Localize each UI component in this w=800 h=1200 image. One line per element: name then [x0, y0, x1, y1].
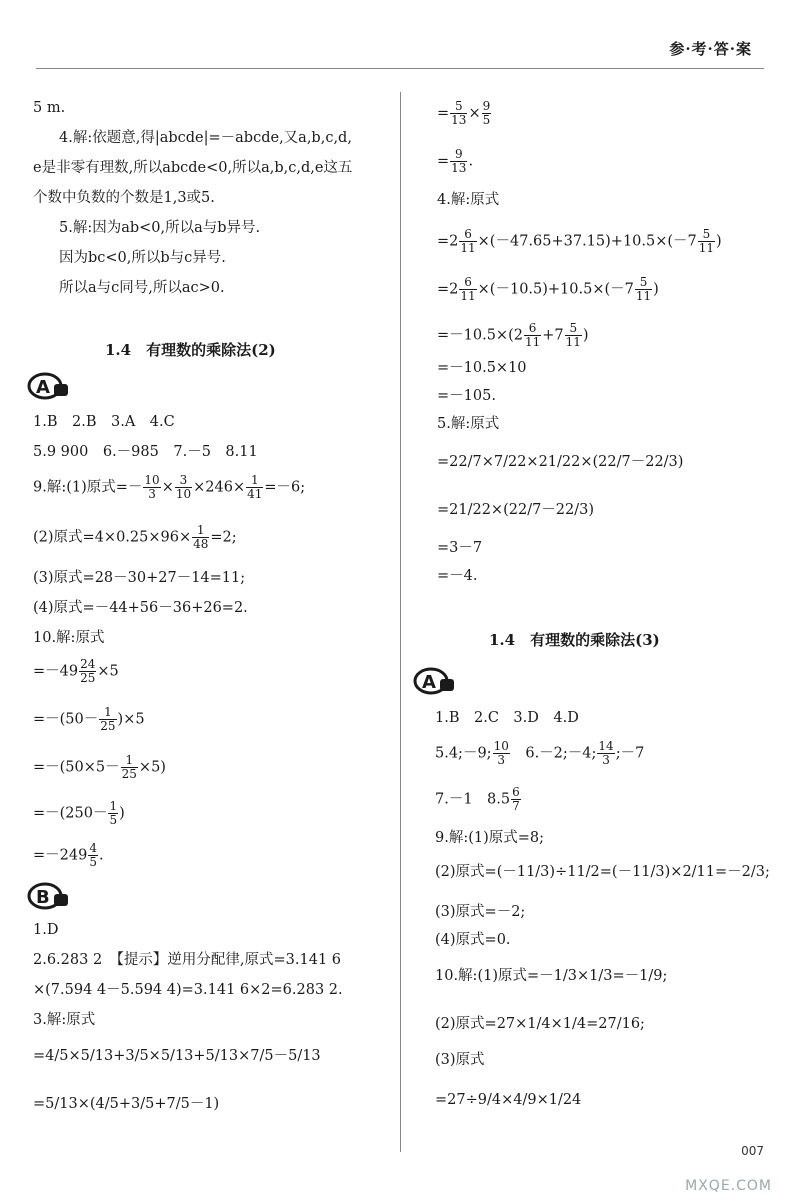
numerator: 5 [698, 228, 715, 242]
fraction [459, 276, 476, 303]
text: 5.4;－9; [435, 745, 492, 762]
text: (2)原式=4×0.25×96× [33, 529, 192, 546]
equation-line [435, 786, 522, 813]
equation-line [33, 842, 104, 869]
text: =－(50－ [33, 711, 99, 728]
numerator: 10 [144, 473, 160, 487]
answer-line: (4)原式=0. [435, 932, 511, 948]
numerator: 1 [121, 754, 138, 768]
fraction [246, 474, 263, 501]
denominator: 3 [602, 753, 610, 767]
denominator: 25 [80, 671, 96, 685]
answer-line: 5 m. [33, 100, 66, 116]
fraction [108, 800, 118, 827]
answer-line: 4.解:原式 [437, 192, 500, 208]
numerator: 6 [524, 322, 541, 336]
numerator: 3 [175, 474, 192, 488]
equation-line [33, 658, 119, 685]
equation-line [33, 706, 145, 733]
equation-line [435, 740, 644, 767]
answer-line: =－4. [437, 568, 478, 584]
equation-line: (2)原式=(－11/3)÷11/2=(－11/3)×2/11=－2/3; [435, 864, 770, 880]
text: =－(250－ [33, 805, 108, 822]
group-a-badge-icon [27, 370, 71, 400]
numerator: 1 [246, 474, 263, 488]
numerator: 5 [450, 100, 467, 114]
numerator: 5 [635, 276, 652, 290]
denominator: 11 [698, 241, 715, 255]
denominator: 11 [460, 289, 476, 303]
fraction [143, 474, 160, 501]
text: × [161, 479, 174, 496]
denominator: 7 [512, 799, 520, 813]
numerator: 6 [459, 228, 476, 242]
denominator: 11 [565, 335, 581, 349]
section-title: 1.4 有理数的乘除法(3) [489, 631, 660, 649]
fraction [565, 322, 582, 349]
answer-line: (3)原式=－2; [435, 904, 526, 920]
text: =－(50×5－ [33, 759, 120, 776]
page-number: 007 [741, 1144, 764, 1158]
fraction [450, 148, 467, 175]
answer-line: (4)原式=－44+56－36+26=2. [33, 600, 248, 616]
answer-line: 10.解:原式 [33, 630, 105, 646]
fraction [482, 100, 492, 127]
denominator: 11 [460, 241, 476, 255]
section-title: 1.4 有理数的乘除法(2) [105, 341, 276, 359]
fraction [450, 100, 467, 127]
answer-line: 3.解:原式 [33, 1012, 96, 1028]
text: =－10.5×(2 [437, 327, 523, 344]
answer-line: 2.6.283 2 【提示】逆用分配律,原式=3.141 6 [33, 952, 342, 968]
denominator: 48 [193, 537, 209, 551]
numerator: 24 [80, 657, 96, 671]
denominator: 41 [247, 487, 263, 501]
equation-line: =27÷9/4×4/9×1/24 [435, 1092, 582, 1108]
answer-line: =－105. [437, 388, 496, 404]
text: =－6; [264, 479, 306, 496]
fraction [79, 658, 96, 685]
fraction [175, 474, 192, 501]
numerator: 9 [482, 99, 491, 113]
text: ) [582, 327, 589, 344]
text: 6.－2;－4; [510, 745, 597, 762]
fraction [88, 842, 98, 869]
fraction [635, 276, 652, 303]
denominator: 3 [497, 753, 506, 767]
header-rule [36, 68, 764, 69]
equation-line: =5/13×(4/5+3/5+7/5－1) [33, 1096, 220, 1112]
answer-line: 所以a与c同号,所以ac>0. [59, 280, 225, 296]
equation-line [33, 754, 166, 781]
denominator: 3 [148, 487, 156, 501]
text: ) [119, 805, 125, 822]
text: . [468, 153, 474, 170]
fraction [99, 706, 116, 733]
equation-line: =22/7×7/22×21/22×(22/7－22/3) [437, 454, 684, 470]
text: +7 [542, 327, 564, 344]
text: ;－7 [615, 745, 645, 762]
numerator: 14 [598, 739, 614, 753]
text: ×(－47.65+37.15)+10.5×(－7 [477, 233, 697, 250]
numerator: 6 [459, 276, 476, 290]
equation-line [437, 100, 492, 127]
text: =2 [437, 281, 459, 298]
answer-line: =－10.5×10 [437, 360, 527, 376]
numerator: 4 [89, 841, 97, 855]
answer-line: e是非零有理数,所以abcde<0,所以a,b,c,d,e这五 [33, 160, 353, 176]
numerator: 9 [450, 148, 467, 162]
numerator: 1 [99, 706, 116, 720]
text: ) [653, 281, 659, 298]
answer-line: 5.解:因为ab<0,所以a与b异号. [59, 220, 261, 236]
fraction [121, 754, 138, 781]
text: 7.－1 8.5 [435, 791, 511, 808]
equation-line: =21/22×(22/7－22/3) [437, 502, 595, 518]
answer-line: (3)原式=28－30+27－14=11; [33, 570, 246, 586]
answer-line: 1.D [33, 922, 59, 938]
fraction [524, 322, 541, 349]
answer-line: 个数中负数的个数是1,3或5. [33, 190, 215, 206]
text: 9.解:(1)原式=－ [33, 479, 143, 496]
answer-line: =3－7 [437, 540, 483, 556]
denominator: 13 [451, 161, 467, 175]
text: =－49 [33, 663, 79, 680]
text: ) [716, 233, 722, 250]
numerator: 1 [109, 799, 118, 813]
equation-line [33, 524, 237, 551]
text: =－249 [33, 847, 88, 864]
answer-line: 9.解:(1)原式=8; [435, 830, 545, 846]
equation-line [437, 276, 659, 303]
equation-line: (2)原式=27×1/4×1/4=27/16; [435, 1016, 645, 1032]
equation-line [437, 228, 722, 255]
equation-line [33, 474, 305, 501]
text: = [437, 105, 450, 122]
numerator: 1 [192, 524, 209, 538]
group-a-badge-icon [413, 665, 457, 695]
equation-line: 10.解:(1)原式=－1/3×1/3=－1/9; [435, 968, 668, 984]
equation-line [33, 800, 125, 827]
denominator: 25 [121, 767, 137, 781]
answer-line: 5.解:原式 [437, 416, 500, 432]
denominator: 5 [89, 855, 97, 869]
text: ×5) [138, 759, 166, 776]
numerator: 6 [512, 785, 520, 799]
denominator: 13 [451, 113, 467, 127]
fraction [511, 786, 521, 813]
fraction [459, 228, 476, 255]
fraction [493, 740, 510, 767]
text: ×246× [193, 479, 246, 496]
answer-line: 1.B 2.C 3.D 4.D [435, 710, 579, 726]
answer-line: ×(7.594 4－5.594 4)=3.141 6×2=6.283 2. [33, 982, 343, 998]
text: ×(－10.5)+10.5×(－7 [477, 281, 634, 298]
text: =2 [437, 233, 459, 250]
text: × [468, 105, 481, 122]
fraction [597, 740, 614, 767]
denominator: 5 [109, 813, 118, 827]
watermark: MXQE.COM [685, 1178, 772, 1194]
text: =2; [210, 529, 237, 546]
text: )×5 [117, 711, 145, 728]
denominator: 11 [524, 335, 541, 349]
answer-line: 5.9 900 6.－985 7.－5 8.11 [33, 444, 258, 460]
svg-text:A: A [422, 672, 436, 693]
column-divider [400, 92, 401, 1152]
page-header: 参·考·答·案 [669, 40, 752, 58]
text: ×5 [97, 663, 119, 680]
equation-line: =4/5×5/13+3/5×5/13+5/13×7/5－5/13 [33, 1048, 321, 1064]
denominator: 10 [175, 487, 192, 501]
answer-line: 因为bc<0,所以b与c异号. [59, 250, 226, 266]
equation-line [437, 322, 589, 349]
group-b-badge-icon [27, 880, 71, 910]
answer-line: 1.B 2.B 3.A 4.C [33, 414, 175, 430]
svg-text:B: B [36, 887, 50, 908]
answer-line: 4.解:依题意,得|abcde|=－abcde,又a,b,c,d, [59, 130, 352, 146]
denominator: 25 [100, 719, 116, 733]
text: = [437, 153, 450, 170]
numerator: 5 [565, 322, 582, 336]
equation-line [437, 148, 473, 175]
fraction [192, 524, 209, 551]
svg-text:A: A [36, 377, 50, 398]
fraction [698, 228, 715, 255]
numerator: 10 [493, 739, 509, 753]
text: . [98, 847, 104, 864]
answer-line: (3)原式 [435, 1052, 485, 1068]
denominator: 11 [635, 289, 652, 303]
denominator: 5 [482, 113, 491, 127]
